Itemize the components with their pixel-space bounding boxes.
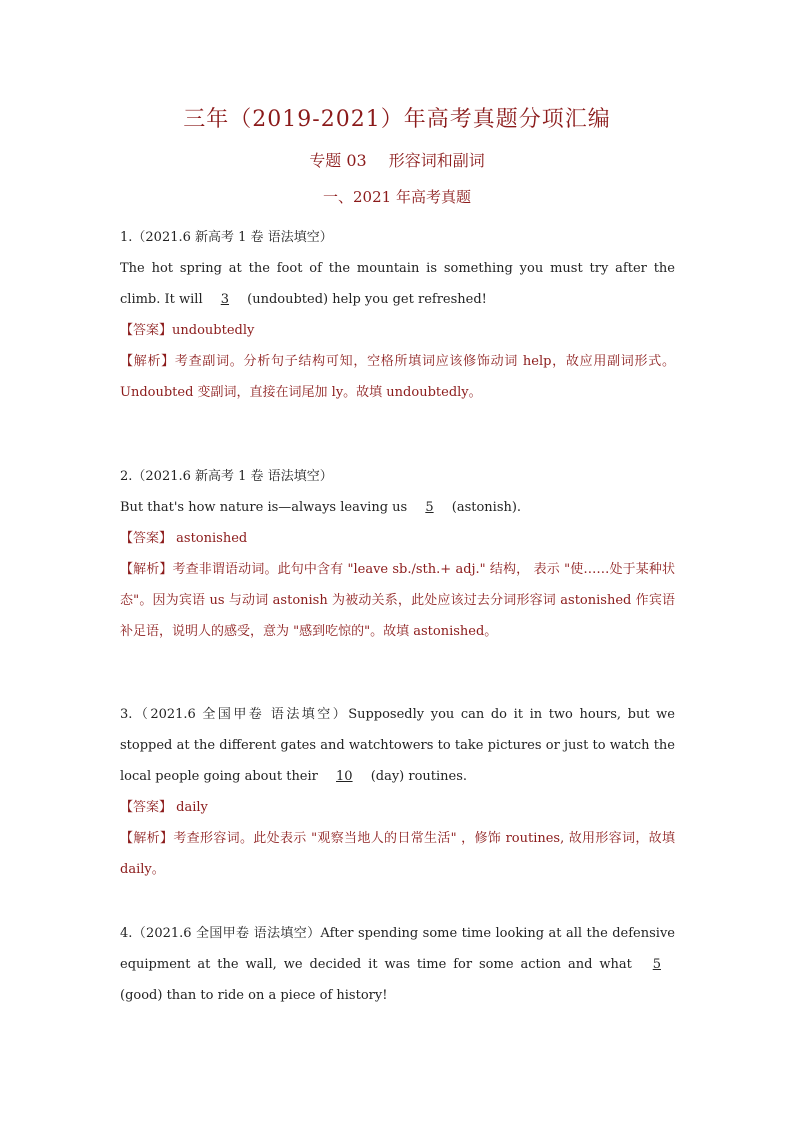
question-4-text: 4.（2021.6 全国甲卷 语法填空）After spending some time looking at all the defensive equipment at the wall, we decided it was time for some action and what 5 (good) than to ride on a piece of history!: [120, 926, 675, 1003]
question-3-blank: 10: [336, 769, 353, 784]
question-3-analysis: 【解析】考查形容词。此处表示 "观察当地人的日常生活" ，修饰 routines, 故用形容词，故填 daily。: [120, 831, 675, 877]
section-heading: 一、2021 年高考真题: [323, 188, 471, 206]
page-title: 三年（2019-2021）年高考真题分项汇编: [183, 107, 611, 132]
question-2: [120, 461, 675, 647]
question-2-head: 2.（2021.6 新高考 1 卷 语法填空）: [120, 469, 333, 484]
question-2-answer: 【答案】 astonished: [120, 531, 248, 546]
page-subtitle: [0, 148, 794, 171]
question-3-text: 3.（2021.6 全国甲卷 语法填空）Supposedly you can do it in two hours, but we stopped at the different gates and watchtowers to take pictures or just to watch the local people going about their 10 (day) routines.: [120, 699, 675, 792]
question-2-text: But that's how nature is—always leaving us 5 (astonish).: [120, 492, 675, 523]
question-4: [120, 918, 675, 1011]
question-2-blank: 5: [425, 500, 434, 515]
question-1-blank: 3: [220, 292, 230, 307]
question-3-answer: 【答案】 daily: [120, 800, 208, 815]
question-1-text: The hot spring at the foot of the mountain is something you must try after the climb. It will 3 (undoubted) help you get refreshed!: [120, 253, 675, 315]
question-1-head: 1.（2021.6 新高考 1 卷 语法填空）: [120, 230, 333, 245]
subtitle-topic: 专题 03: [309, 151, 367, 170]
question-2-analysis: 【解析】考查非谓语动词。此句中含有 "leave sb./sth.+ adj." 结构， 表示 "使……处于某种状态"。因为宾语 us 与动词 astonish 为被动关系，此处应该过去分词形容词 astonished 作宾语补足语，说明人的感受，意为 "感到吃惊的"。故填 astonished。: [120, 562, 675, 639]
subtitle-name: 形容词和副词: [388, 151, 485, 170]
question-1: [120, 222, 675, 408]
question-4-blank: 5: [652, 957, 661, 972]
question-1-answer: 【答案】undoubtedly: [120, 323, 255, 338]
question-1-analysis: 【解析】考查副词。分析句子结构可知，空格所填词应该修饰动词 help，故应用副词形式。Undoubted 变副词，直接在词尾加 ly。故填 undoubtedly。: [120, 354, 675, 400]
question-3: [120, 699, 675, 885]
